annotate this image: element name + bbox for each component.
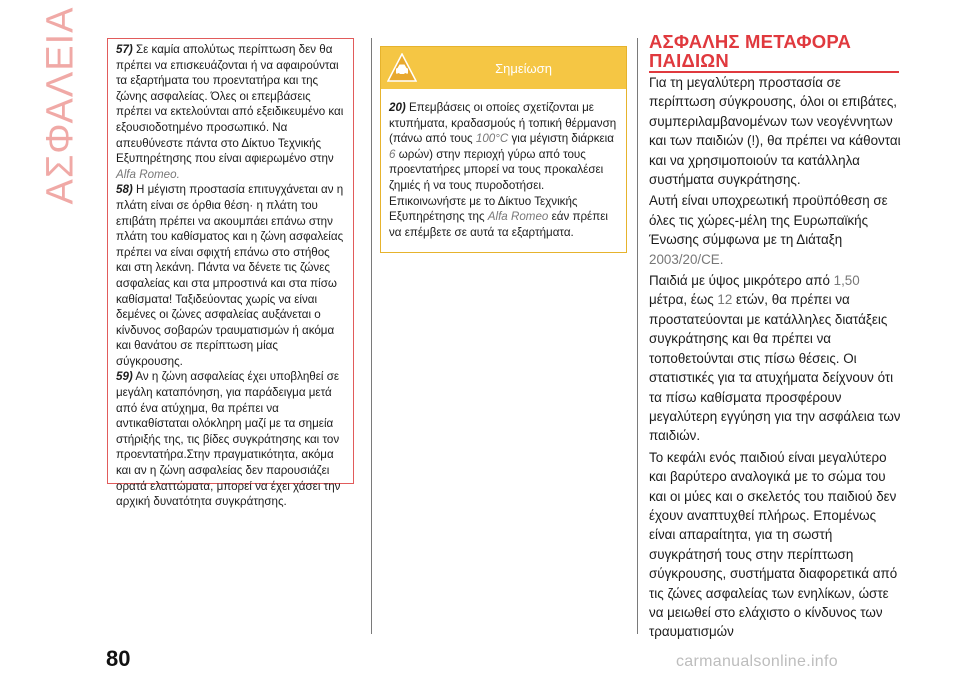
note-title: Σημείωση [495,60,552,76]
note-hours: 6 [389,147,396,161]
warning-box [107,38,354,509]
height-value: 1,50 [833,273,860,289]
warning-text-57: Σε καμία απολύτως περίπτωση δεν θα πρέπει να επισκευάζονται ή να αφαιρούνται τα εξαρτήματα του προεντατήρα και της ζώνης ασφαλείας. Όλες οι επεμβάσεις πρέπει να εκτελούνται από εξειδικευμένο και εξουσιοδοτημένο προσωπικό. Να απευθύνεστε πάντα στο Δίκτυο Τεχνικής Εξυπηρέτησης που είναι αφιερωμένο στην [116,43,344,166]
warning-item-58 [116,182,347,369]
note-header [381,47,626,89]
note-text-a: Επεμβάσεις οι οποίες σχετίζονται με κτυπήματα, κραδασμούς ή τοπική θέρμανση (πάνω από τους [389,101,617,146]
section-paragraph-1: Για τη μεγαλύτερη προστασία σε περίπτωση σύγκρουσης, όλοι οι επιβάτες, συμπεριλαμβανομένων των νεογέννητων και των παιδιών (!), θα πρέπει να κάθονται και να χρησιμοποιούν τα κατάλληλα συστήματα συγκράτησης. [649,75,901,188]
section-title [649,32,899,70]
warning-number-57: 57) [116,43,133,56]
section-paragraph-3-text-a: Παιδιά με ύψος μικρότερο από [649,273,830,289]
age-value: 12 [717,292,733,308]
note-text-b: για μέγιστη διάρκεια [511,132,614,146]
warning-text-59: Αν η ζώνη ασφαλείας έχει υποβληθεί σε μεγάλη καταπόνηση, για παράδειγμα μετά από ένα ατύχημα, θα πρέπει να αντικαθίσταται ολόκληρη μαζί με τα σημεία στήριξής της, τις βίδες συγκράτησης και τον προεντατήρα.Στην πραγματικότητα, ακόμα και αν η ζώνη ασφαλείας δεν παρουσιάζει ορατά ελαττώματα, μπορεί να έχει χάσει την αρχική δυνατότητα συγκράτησης. [116,370,341,509]
warning-number-58: 58) [116,183,133,197]
note-text-c: ωρών) στην περιοχή γύρω από τους προεντατήρες μπορεί να τους προκαλέσει ζημιές ή να τους πυροδοτήσει. Επικοινωνήστε με το Δίκτυο Τεχνικής Εξυπηρέτησης της [389,147,604,224]
column-divider-right [637,38,638,634]
section-paragraph-3-text-c: ετών, θα πρέπει να προστατεύονται με κατάλληλες διατάξεις συγκράτησης και θα πρέπει να τοποθετούνται στις πίσω θέσεις. Οι στατιστικές για τα ατυχήματα δείχνουν ότι τα πίσω καθίσματα προσφέρουν μεγαλύτερη εγγύηση για την ασφάλεια των παιδιών. [649,292,901,444]
section-body [649,73,901,644]
watermark: carmanualsonline.info [676,653,838,670]
warning-text-58: Η μέγιστη προστασία επιτυγχάνεται αν η πλάτη είναι σε όρθια θέση· η πλάτη του επιβάτη πρέπει να ακουμπάει επάνω στην πλάτη του καθίσματος και η ζώνη ασφαλείας πρέπει να είναι σφιχτή επάνω στο στήθος και στη λεκάνη. Πάντα να δένετε τις ζώνες ασφαλείας και στα μπροστινά και στα πίσω καθίσματα! Ταξιδεύοντας χωρίς να είναι δεμένες οι ζώνες ασφαλείας αυξάνεται ο κίνδυνος σοβαρών τραυματισμών ή ακόμα και θανάτου σε περίπτωση μίας σύγκρουσης. [116,183,344,368]
warning-number-59: 59) [116,370,133,384]
note-box [380,46,627,253]
car-note-icon [387,53,417,83]
note-body [381,89,626,240]
note-number: 20) [389,101,406,114]
section-paragraph-2-text: Αυτή είναι υποχρεωτική προϋπόθεση σε όλες τις χώρες-μέλη της Ευρωπαϊκής Ένωσης σύμφωνα με τη Διάταξη [649,193,888,248]
page-number: 80 [106,646,131,671]
note-brand: Alfa Romeo [487,210,549,224]
directive-reference: 2003/20/CE. [649,251,724,267]
note-temperature: 100°C [475,132,509,146]
section-title-line1: ΑΣΦΑΛΗΣ ΜΕΤΑΦΟΡΑ [649,31,852,52]
side-section-title-text: ΑΣΦΑΛΕΙΑ [39,5,82,205]
side-section-title [36,5,86,205]
section-paragraph-4: Το κεφάλι ενός παιδιού είναι μεγαλύτερο και βαρύτερο αναλογικά με το σώμα του και οι μύες και ο σκελετός του παιδιού δεν έχουν αναπτυχθεί πλήρως. Επομένως είναι απαραίτητα, για τη σωστή συγκράτησή τους στην περίπτωση σύγκρουσης, συστήματα διαφορετικά από τις ζώνες ασφαλείας των ενηλίκων, ώστε να μειωθεί στο ελάχιστο ο κίνδυνος των τραυματισμών [649,449,898,640]
note-item-20 [389,100,618,240]
column-divider-left [371,38,372,634]
section-paragraph-2 [649,191,901,269]
warning-item-59 [116,369,347,509]
section-title-line2: ΠΑΙΔΙΩΝ [649,50,729,71]
section-paragraph-3-text-b: μέτρα, έως [649,292,714,308]
warning-brand-57: Alfa Romeo. [116,167,180,181]
warning-item-57 [116,42,347,182]
section-paragraph-3 [649,271,901,446]
note-text-d: εάν πρέπει να επέμβετε σε αυτά τα εξαρτήματα. [389,210,608,239]
